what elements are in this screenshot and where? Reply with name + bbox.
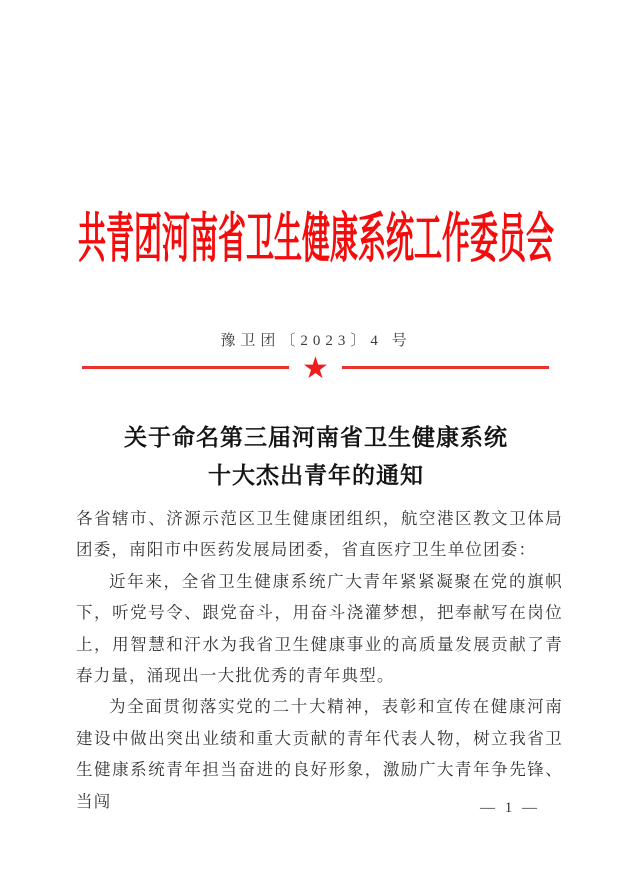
red-star-icon: ★ [302,352,329,385]
document-title-line1: 关于命名第三届河南省卫生健康系统 [124,425,508,450]
document-title [0,419,632,494]
divider-rule-left [82,366,289,369]
page-number: — 1 — [480,800,540,816]
document-reference-number: 豫卫团〔2023〕4 号 [220,333,412,349]
divider-rule-right [342,366,549,369]
document-body [76,503,563,817]
issuer-masthead: 共青团河南省卫生健康系统工作委员会 [77,211,554,270]
red-divider [82,352,549,385]
body-paragraph: 为全面贯彻落实党的二十大精神，表彰和宣传在健康河南建设中做出突出业绩和重大贡献的青年代表人物，树立我省卫生健康系统青年担当奋进的良好形象，激励广大青年争先锋、当闯 [76,697,563,811]
salutation-paragraph: 各省辖市、济源示范区卫生健康团组织，航空港区教文卫体局团委，南阳市中医药发展局团委，省直医疗卫生单位团委： [76,509,563,560]
body-paragraph: 近年来，全省卫生健康系统广大青年紧紧凝聚在党的旗帜下，听党号令、跟党奋斗，用奋斗浇灌梦想，把奉献写在岗位上，用智慧和汗水为我省卫生健康事业的高质量发展贡献了青春力量，涌现出一大批优秀的青年典型。 [76,571,563,686]
document-title-line2: 十大杰出青年的通知 [208,462,424,488]
